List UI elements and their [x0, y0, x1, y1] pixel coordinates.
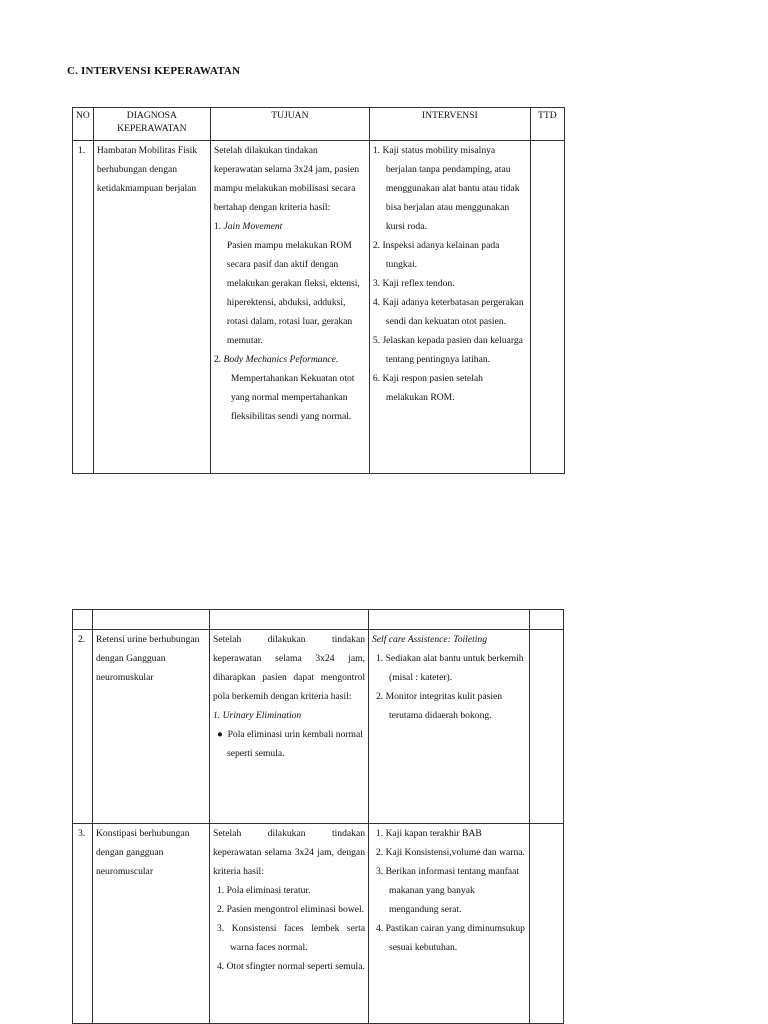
intervensi-item: 5. Jelaskan kepada pasien dan keluarga tentang pentingnya latihan. — [372, 335, 523, 365]
tujuan-item: 2. Pasien mengontrol eliminasi bowel. — [217, 904, 365, 915]
ttd-cell — [530, 630, 564, 824]
tujuan-item: 4. Otot sfingter normal seperti semula. — [217, 961, 365, 972]
row-number: 3. — [73, 824, 93, 1024]
intervensi-title: Self care Assistence: Toileting — [372, 634, 488, 645]
table-row — [73, 141, 565, 474]
header-tujuan: TUJUAN — [210, 108, 369, 141]
table-header-row — [73, 108, 565, 141]
intervensi-item: 1. Kaji status mobility misalnya berjalan tanpa pendamping, atau menggunakan alat bantu atau tidak bisa berjalan atau menggunakan kursi roda. — [372, 145, 520, 232]
intervensi-cell — [369, 630, 530, 824]
intervensi-item: 2. Monitor integritas kulit pasien terutama didaerah bokong. — [376, 691, 503, 721]
intervensi-item: 4. Kaji adanya keterbatasan pergerakan sendi dan kekuatan otot pasien. — [372, 297, 524, 327]
tujuan-item: 1. Jain Movement — [213, 221, 283, 232]
tujuan-bullet: ● Pola eliminasi urin kembali normal seperti semula. — [217, 729, 363, 759]
intervention-table-1 — [72, 107, 565, 474]
table-row — [73, 824, 564, 1024]
tujuan-item: 1. Pola eliminasi teratur. — [217, 885, 311, 896]
tujuan-item: 3. Konsistensi faces lembek serta warna faces normal. — [217, 923, 365, 953]
tujuan-item: 2. Body Mechanics Peformance. — [213, 354, 339, 365]
tujuan-intro: Setelah dilakukan tindakan keperawatan selama 3x24 jam, dengan kriteria hasil: — [213, 828, 365, 877]
intervensi-item: 3. Kaji reflex tendon. — [372, 278, 455, 289]
intervensi-cell — [369, 141, 530, 474]
tujuan-cell — [210, 141, 369, 474]
intervensi-item: 1. Kaji kapan terakhir BAB — [376, 828, 482, 839]
header-no: NO — [73, 108, 94, 141]
header-intervensi: INTERVENSI — [369, 108, 530, 141]
intervensi-cell — [369, 824, 530, 1024]
section-title: C. INTERVENSI KEPERAWATAN — [67, 65, 241, 77]
intervensi-item: 6. Kaji respon pasien setelah melakukan ROM. — [372, 373, 483, 403]
intervensi-item: 1. Sediakan alat bantu untuk berkemih (misal : kateter). — [376, 653, 524, 683]
row-number: 1. — [73, 141, 94, 474]
tujuan-intro: Setelah dilakukan tindakan keperawatan selama 3x24 jam, diharapkan pasien dapat mengontrol pola berkemih dengan kriteria hasil: — [213, 634, 365, 702]
row-number: 2. — [73, 630, 93, 824]
diagnosa-cell: Konstipasi berhubungan dengan gangguan neuromuscular — [93, 824, 210, 1024]
intervensi-item: 4. Pastikan cairan yang diminumsukup sesuai kebutuhan. — [376, 923, 525, 953]
empty-header-row — [73, 610, 564, 630]
tujuan-item: 1. Urinary Elimination — [213, 710, 302, 721]
diagnosa-cell: Hambatan Mobilitas Fisik berhubungan dengan ketidakmampuan berjalan — [93, 141, 210, 474]
table-row — [73, 630, 564, 824]
ttd-cell — [530, 141, 564, 474]
header-diagnosa: DIAGNOSA KEPERAWATAN — [93, 108, 210, 141]
diagnosa-cell: Retensi urine berhubungan dengan Gangguan neuromuskular — [93, 630, 210, 824]
intervensi-item: 2. Kaji Konsistensi,volume dan warna. — [376, 847, 525, 858]
ttd-cell — [530, 824, 564, 1024]
tujuan-item-desc: Pasien mampu melakukan ROM secara pasif dan aktif dengan melakukan gerakan fleksi, ektensi, hiperektensi, abduksi, adduksi, rotasi dalam, rotasi luar, gerakan memutar. — [226, 240, 360, 346]
intervensi-item: 2. Inspeksi adanya kelainan pada tungkai. — [372, 240, 500, 270]
intervensi-item: 3. Berikan informasi tentang manfaat makanan yang banyak mengandung serat. — [376, 866, 520, 915]
tujuan-cell — [210, 630, 369, 824]
tujuan-item-desc: Mempertahankan Kekuatan otot yang normal mempertahankan fleksibilitas sendi yang normal. — [230, 373, 355, 422]
tujuan-cell — [210, 824, 369, 1024]
tujuan-intro: Setelah dilakukan tindakan keperawatan selama 3x24 jam, pasien mampu melakukan mobilisasi secara bertahap dengan kriteria hasil: — [213, 145, 360, 213]
intervention-table-2 — [72, 609, 564, 1024]
header-ttd: TTD — [530, 108, 564, 141]
